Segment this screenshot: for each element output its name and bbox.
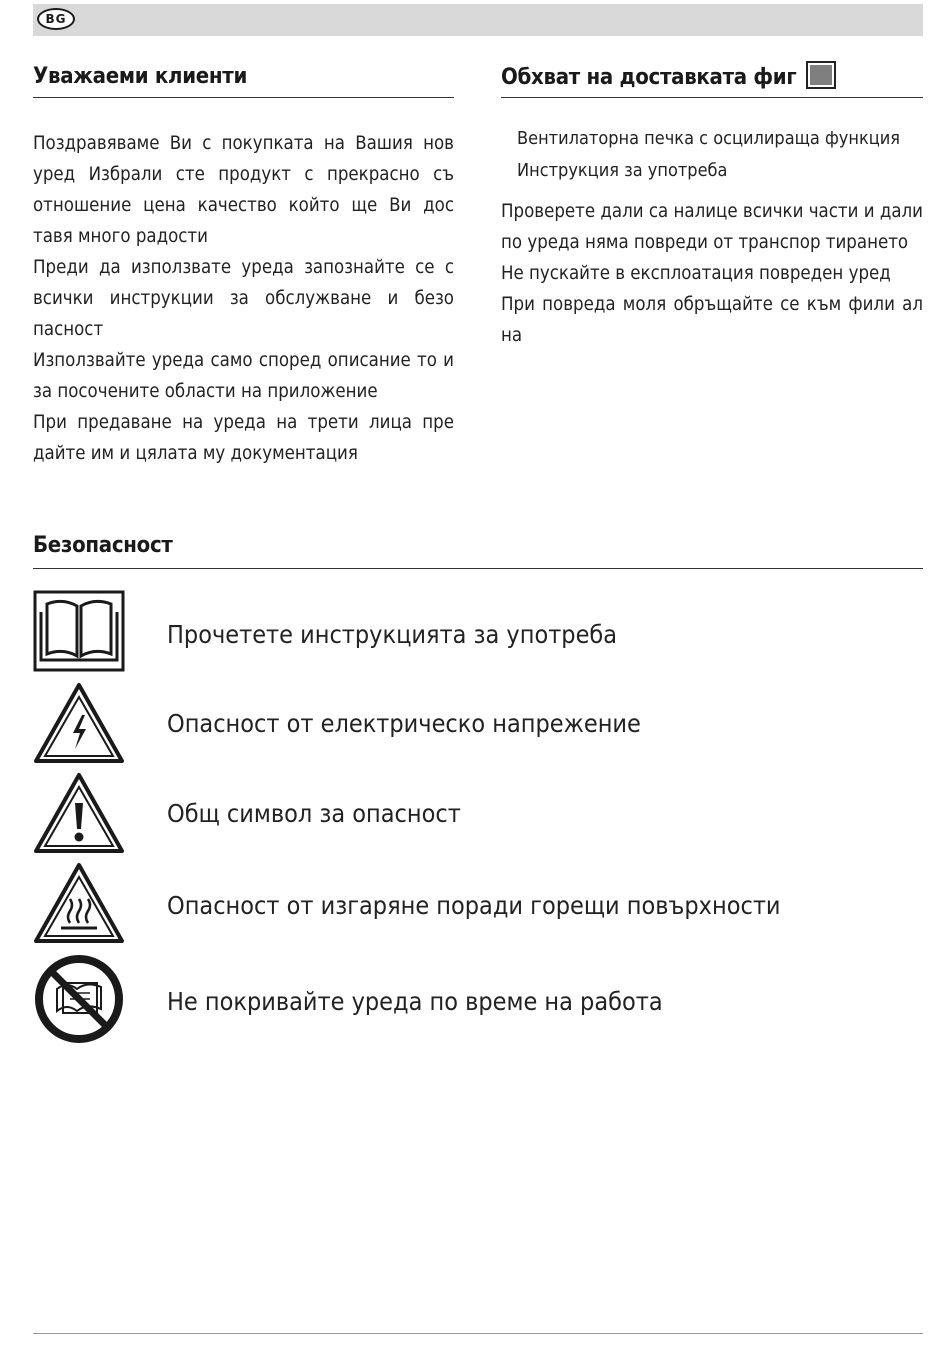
delivery-paragraph: При повреда моля обръщайте се към фили ал на <box>501 294 923 346</box>
delivery-heading-text: Обхват на доставката фиг <box>501 65 797 90</box>
hot-surface-icon <box>33 861 125 945</box>
electric-hazard-icon <box>33 681 125 765</box>
safety-symbol-row <box>33 681 913 765</box>
customers-paragraph: Преди да използвате уреда запознайте се с всички инструкции за обслужване и безо пасност <box>33 257 454 340</box>
delivery-paragraph: Проверете дали са налице всички части и дали по уреда няма повреди от транспор тирането <box>501 201 923 253</box>
figure-reference-icon <box>806 61 836 89</box>
customers-text <box>33 128 454 469</box>
top-bar <box>33 4 923 36</box>
safety-symbol-text: Не покривайте уреда по време на работа <box>167 987 663 1016</box>
customers-heading: Уважаеми клиенти <box>33 64 248 89</box>
customers-paragraph: При предаване на уреда на трети лица пре дайте им и цялата му документация <box>33 412 454 464</box>
language-badge: BG <box>37 8 75 30</box>
safety-symbol-row <box>33 861 913 945</box>
customers-paragraph: Поздравяваме Ви с покупката на Вашия нов уред Избрали сте продукт с прекрасно съ отношение цена качество който ще Ви дос тавя много радости <box>33 133 454 247</box>
safety-heading: Безопасност <box>33 533 173 558</box>
safety-symbol-text: Прочетете инструкцията за употреба <box>167 620 618 649</box>
safety-symbol-text: Опасност от електрическо напрежение <box>167 709 641 738</box>
safety-symbol-row <box>33 590 913 674</box>
customers-paragraph: Използвайте уреда само според описание то и за посочените области на приложение <box>33 350 454 402</box>
delivery-heading-rule <box>501 97 923 98</box>
delivery-heading <box>501 64 836 92</box>
delivery-text <box>501 196 923 351</box>
do-not-cover-icon <box>33 953 125 1045</box>
safety-symbol-text: Общ символ за опасност <box>167 799 461 828</box>
delivery-item: Инструкция за употреба <box>517 160 728 181</box>
safety-heading-rule <box>33 568 923 569</box>
customers-heading-rule <box>33 97 454 98</box>
safety-symbol-row <box>33 771 913 855</box>
book-icon <box>33 590 125 674</box>
delivery-items <box>517 123 927 187</box>
safety-symbol-row <box>33 953 913 1037</box>
delivery-item: Вентилаторна печка с осцилираща функция <box>517 128 901 149</box>
safety-symbol-text: Опасност от изгаряне поради горещи повърхности <box>167 891 781 920</box>
delivery-paragraph: Не пускайте в експлоатация повреден уред <box>501 263 891 284</box>
bottom-rule <box>33 1333 923 1334</box>
general-warning-icon <box>33 771 125 855</box>
